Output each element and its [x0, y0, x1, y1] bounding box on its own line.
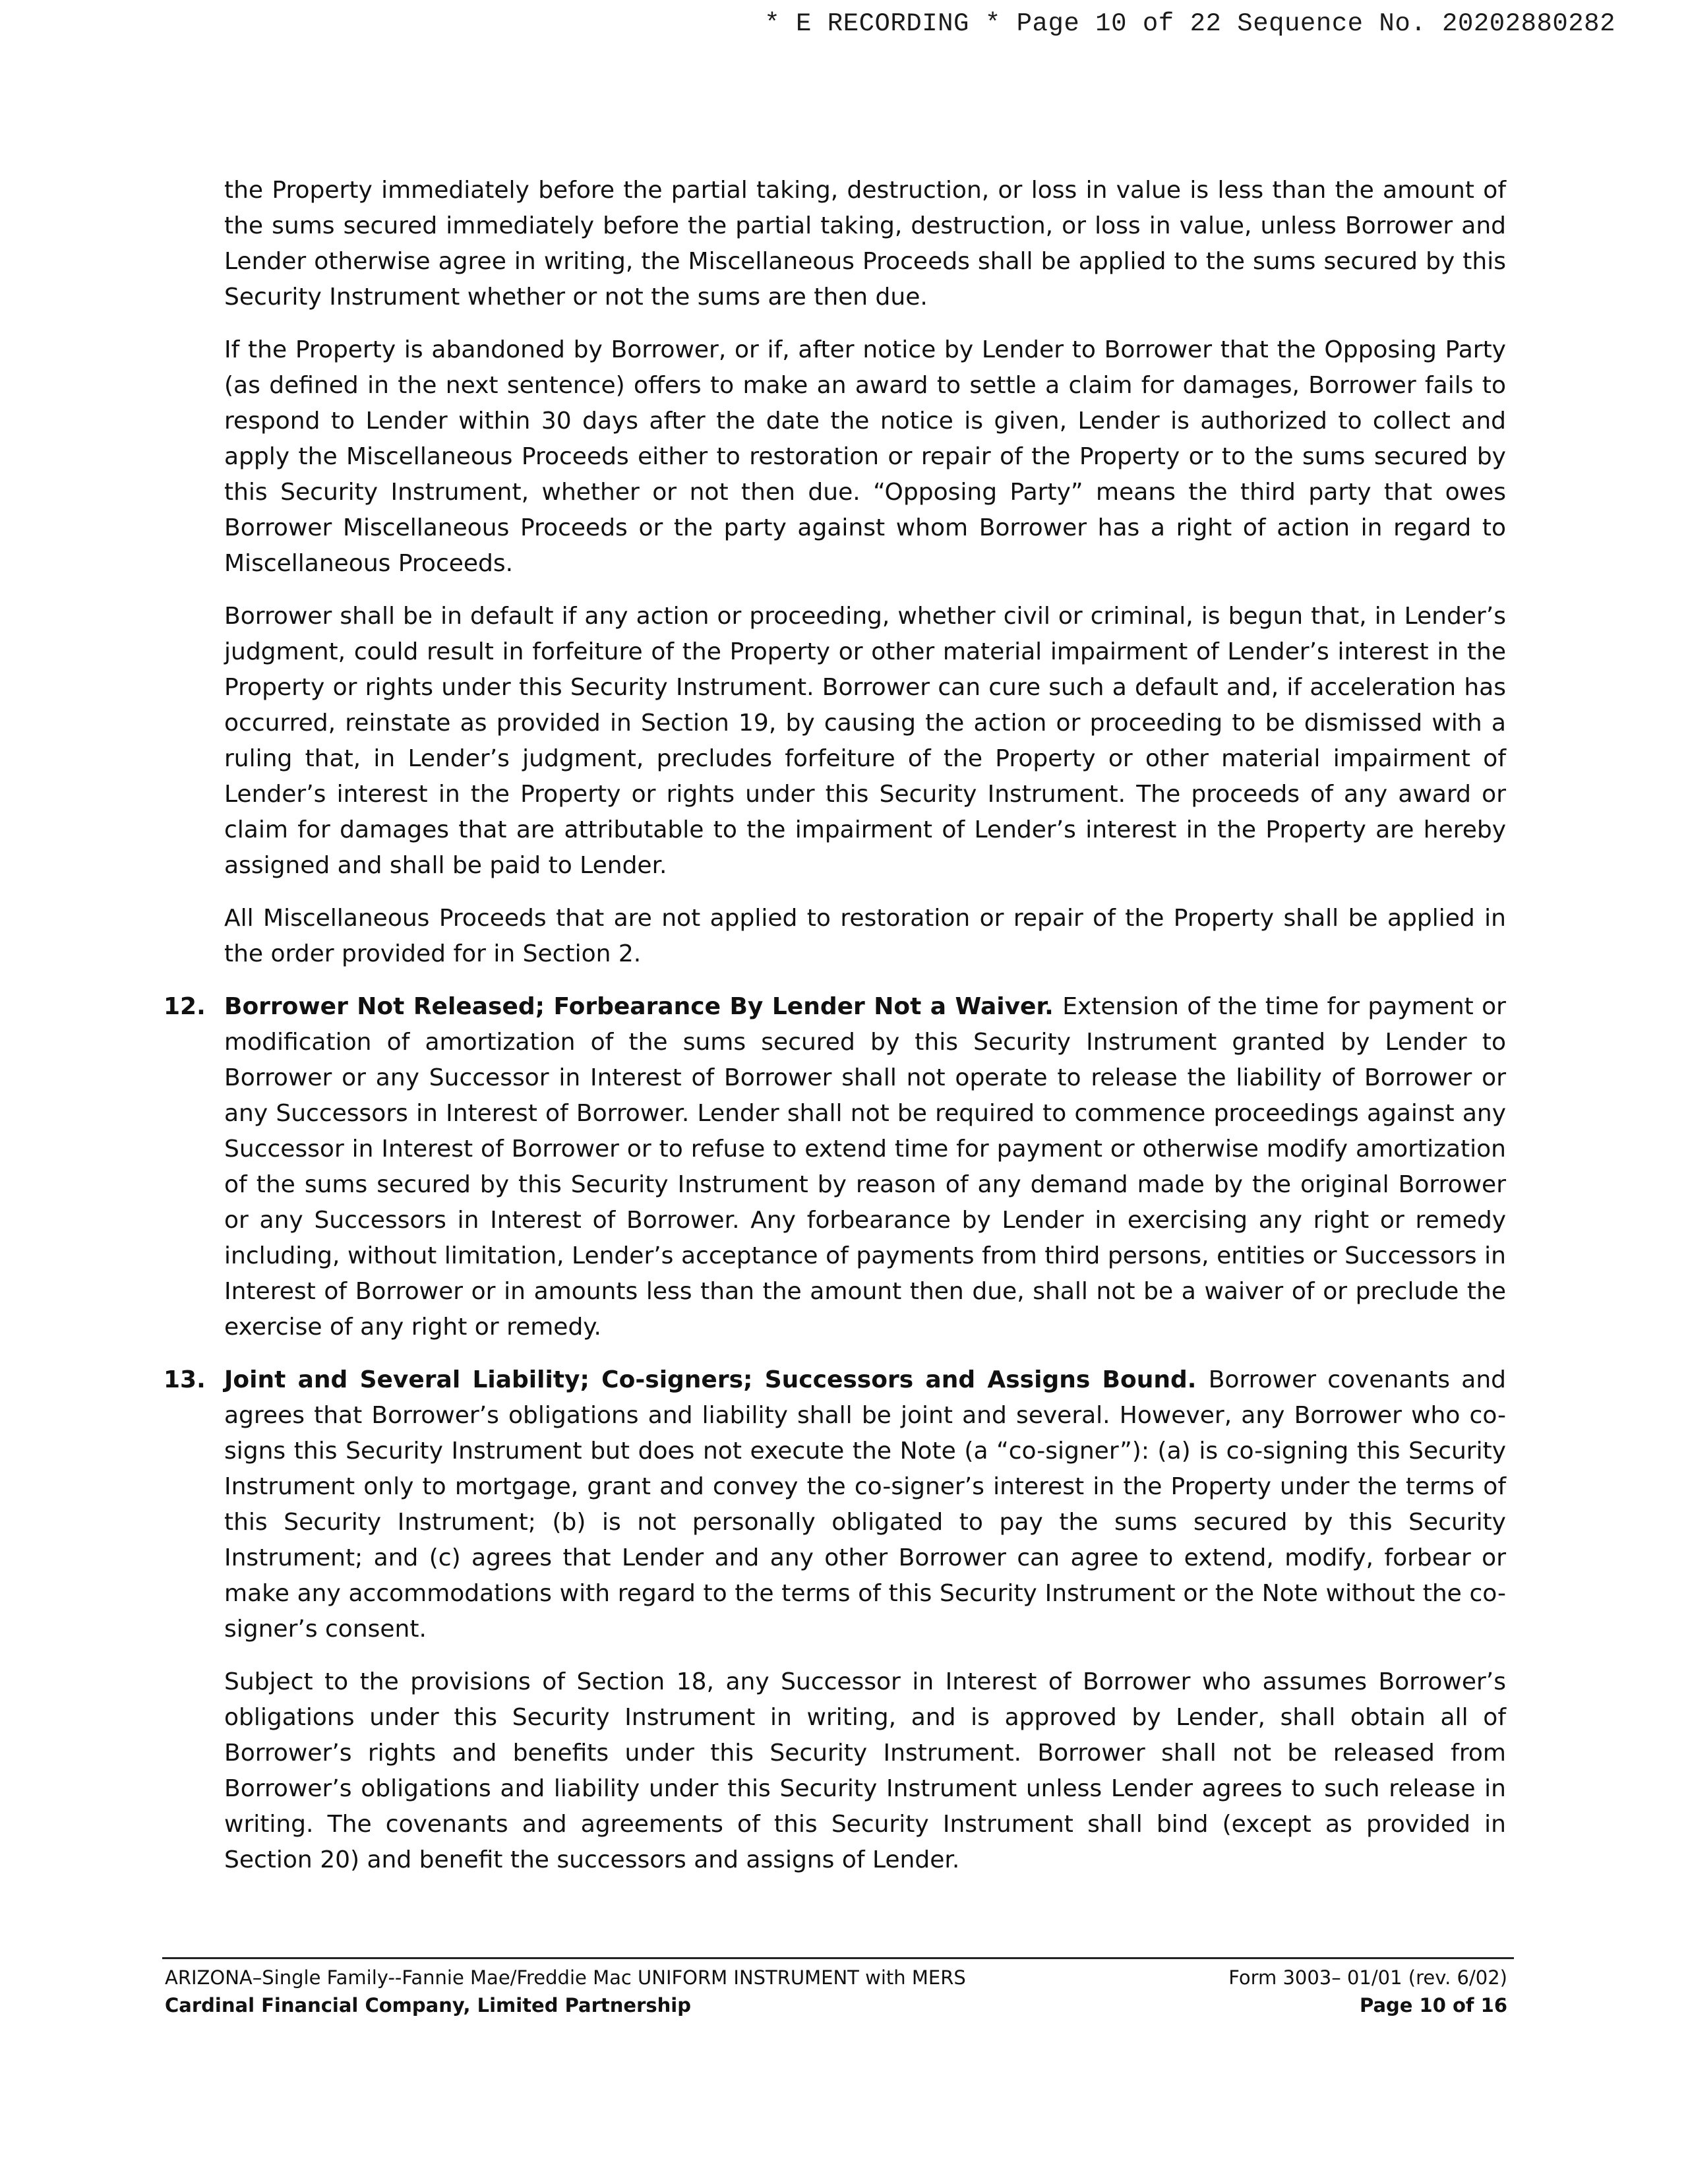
- recording-header: * E RECORDING * Page 10 of 22 Sequence No. 20202880282: [764, 9, 1615, 38]
- paragraph-unapplied-proceeds: All Miscellaneous Proceeds that are not applied to restoration or repair of the Property shall be applied in the order provided for in Section 2.: [224, 905, 1506, 967]
- footer-page-number: Page 10 of 16: [1359, 1994, 1507, 2017]
- document-body: [164, 173, 1506, 1895]
- footer-form-title: ARIZONA–Single Family--Fannie Mae/Freddie Mac UNIFORM INSTRUMENT with MERS: [165, 1966, 966, 1989]
- footer-right: [1228, 1964, 1507, 2019]
- footer-divider: [162, 1957, 1514, 1959]
- footer-left: [165, 1964, 966, 2019]
- section-12: [164, 989, 1506, 1345]
- section-12-text: Extension of the time for payment or modification of amortization of the sums secured by this Security Instrument granted by Lender to Borrower or any Successor in Interest of Borrower shall not operate to release the liability of Borrower or any Successors in Interest of Borrower. Lender shall not be required to commence proceedings against any Successor in Interest of Borrower or to refuse to extend time for payment or otherwise modify amortization of the sums secured by this Security Instrument by reason of any demand made by the original Borrower or any Successors in Interest of Borrower. Any forbearance by Lender in exercising any right or remedy including, without limitation, Lender’s acceptance of payments from third persons, entities or Successors in Interest of Borrower or in amounts less than the amount then due, shall not be a waiver of or preclude the exercise of any right or remedy.: [224, 993, 1506, 1341]
- footer-company: Cardinal Financial Company, Limited Partnership: [165, 1994, 692, 2017]
- section-12-number: 12.: [164, 993, 206, 1020]
- section-12-title: Borrower Not Released; Forbearance By Lender Not a Waiver.: [224, 993, 1063, 1020]
- paragraph-default-forfeiture: Borrower shall be in default if any action or proceeding, whether civil or criminal, is begun that, in Lender’s judgment, could result in forfeiture of the Property or other material impairment of Lender’s interest in the Property or rights under this Security Instrument. Borrower can cure such a default and, if acceleration has occurred, reinstate as provided in Section 19, by causing the action or proceeding to be dismissed with a ruling that, in Lender’s judgment, precludes forfeiture of the Property or other material impairment of Lender’s interest in the Property or rights under this Security Instrument. The proceeds of any award or claim for damages that are attributable to the impairment of Lender’s interest in the Property are hereby assigned and shall be paid to Lender.: [224, 603, 1506, 879]
- section-13-text: Borrower covenants and agrees that Borrower’s obligations and liability shall be joint and several. However, any Borrower who co-signs this Security Instrument but does not execute the Note (a “co-signer”): (a) is co-signing this Security Instrument only to mortgage, grant and convey the co-signer’s interest in the Property under the terms of this Security Instrument; (b) is not personally obligated to pay the sums secured by this Security Instrument; and (c) agrees that Lender and any other Borrower can agree to extend, modify, forbear or make any accommodations with regard to the terms of this Security Instrument or the Note without the co-signer’s consent.: [224, 1366, 1506, 1643]
- paragraph-abandoned-property: If the Property is abandoned by Borrower, or if, after notice by Lender to Borrower that the Opposing Party (as defined in the next sentence) offers to make an award to settle a claim for damages, Borrower fails to respond to Lender within 30 days after the date the notice is given, Lender is authorized to collect and apply the Miscellaneous Proceeds either to restoration or repair of the Property or to the sums secured by this Security Instrument, whether or not then due. “Opposing Party” means the third party that owes Borrower Miscellaneous Proceeds or the party against whom Borrower has a right of action in regard to Miscellaneous Proceeds.: [224, 336, 1506, 577]
- section-13-number: 13.: [164, 1366, 206, 1393]
- section-13: [164, 1362, 1506, 1647]
- paragraph-successors: Subject to the provisions of Section 18, any Successor in Interest of Borrower who assumes Borrower’s obligations under this Security Instrument in writing, and is approved by Lender, shall obtain all of Borrower’s rights and benefits under this Security Instrument. Borrower shall not be released from Borrower’s obligations and liability under this Security Instrument unless Lender agrees to such release in writing. The covenants and agreements of this Security Instrument shall bind (except as provided in Section 20) and benefit the successors and assigns of Lender.: [224, 1668, 1506, 1873]
- paragraph-partial-taking: the Property immediately before the partial taking, destruction, or loss in value is less than the amount of the sums secured immediately before the partial taking, destruction, or loss in value, unless Borrower and Lender otherwise agree in writing, the Miscellaneous Proceeds shall be applied to the sums secured by this Security Instrument whether or not the sums are then due.: [224, 177, 1506, 311]
- section-13-title: Joint and Several Liability; Co-signers; Successors and Assigns Bound.: [224, 1366, 1209, 1393]
- footer-form-number: Form 3003– 01/01 (rev. 6/02): [1228, 1966, 1507, 1989]
